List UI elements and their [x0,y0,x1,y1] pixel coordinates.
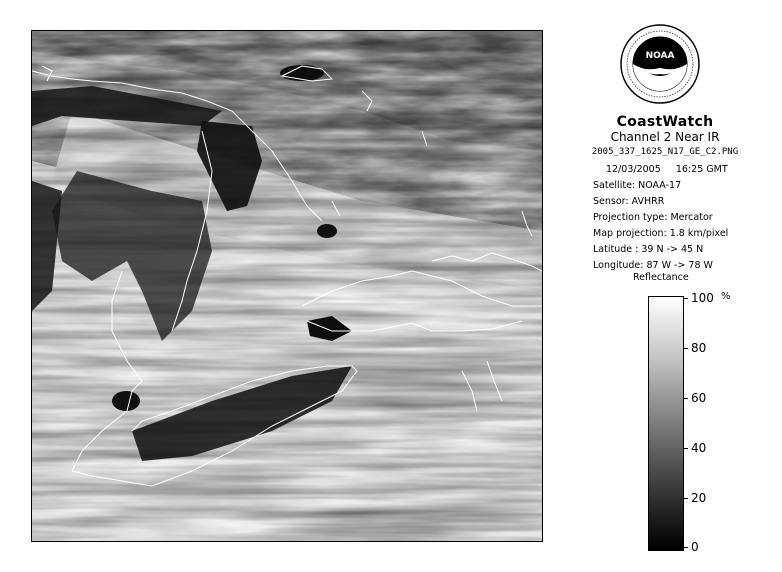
colorbar-tick-label: 40 [691,441,707,455]
lake-st-clair [112,391,140,411]
satellite-image [31,30,543,542]
colorbar-title: Reflectance [633,272,689,283]
map-projection-line: Map projection: 1.8 km/pixel [593,228,729,239]
colorbar-tick [683,547,688,548]
colorbar-tick-label: 0 [691,540,699,554]
reflectance-colorbar [648,296,684,551]
colorbar-tick-label: 20 [691,491,707,505]
product-title: CoastWatch [616,114,714,130]
colorbar-tick [683,498,688,499]
colorbar-tick [683,348,688,349]
date-time-line [606,164,728,175]
colorbar-tick [683,398,688,399]
colorbar-tick-label: 80 [691,341,707,355]
longitude-line: Longitude: 87 W -> 78 W [593,260,713,271]
colorbar-tick-label: 60 [691,391,707,405]
projection-type-line: Projection type: Mercator [593,212,713,223]
colorbar-tick [683,448,688,449]
colorbar-unit: % [721,291,731,302]
latitude-line: Latitude : 39 N -> 45 N [593,244,704,255]
colorbar-tick [683,298,688,299]
lake-nipissing [280,65,324,81]
logo-text: NOAA [645,51,675,61]
time-value: 16:25 GMT [675,164,728,175]
satellite-line: Satellite: NOAA-17 [593,180,682,191]
sensor-line: Sensor: AVHRR [593,196,665,207]
lake-simcoe [317,224,337,238]
noaa-logo [620,24,700,104]
channel-label: Channel 2 Near IR [610,130,720,144]
colorbar-tick-label: 100 [691,291,714,305]
date-value: 12/03/2005 [606,164,661,175]
filename-label: 2005_337_1625_N17_GE_C2.PNG [591,147,739,157]
